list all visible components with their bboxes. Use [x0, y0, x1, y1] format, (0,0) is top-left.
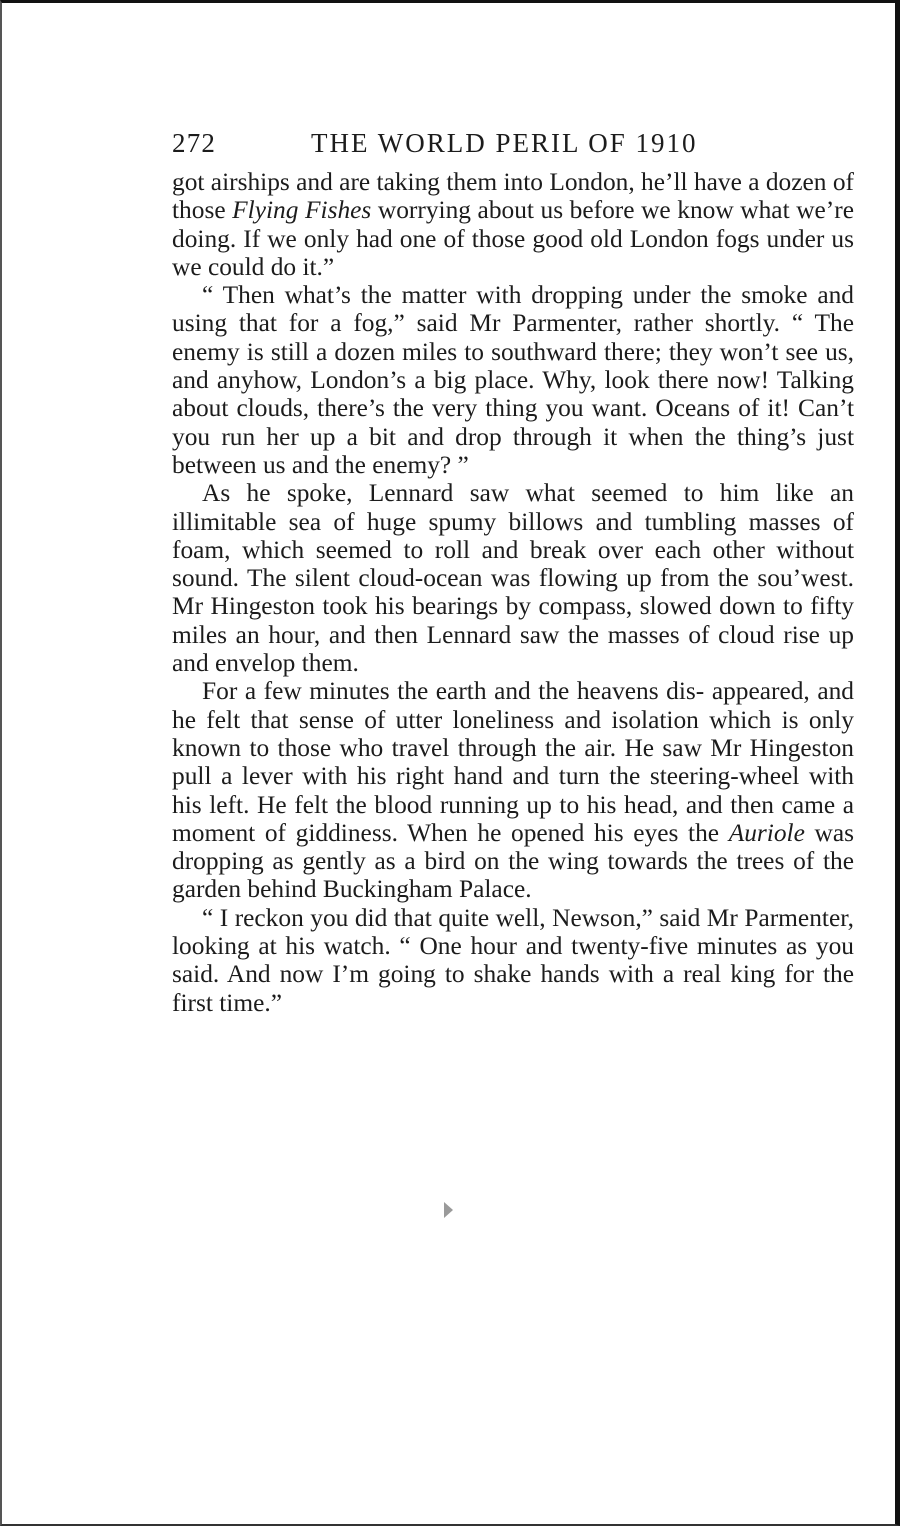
paragraph: As he spoke, Lennard saw what seemed to him like an illimitable sea of huge spumy billows and tumbling masses of foam, which seemed to roll and break over each other without sound. The silent cloud-ocean was flowing up from the sou’west. Mr Hingeston took his bearings by compass, slowed down to fifty miles an hour, and then Lennard saw the masses of cloud rise up and envelop them. [172, 479, 854, 678]
paragraph [172, 677, 854, 903]
running-title: THE WORLD PERIL OF 1910 [311, 128, 698, 158]
body-text [172, 168, 854, 1017]
paragraph-text: worrying about us before we know what we’re doing. If we only had one of those good old London fogs under us we could do it.” [172, 196, 854, 281]
page-number: 272 [172, 128, 217, 158]
paragraph: “ I reckon you did that quite well, Newson,” said Mr Parmenter, looking at his watch. “ One hour and twenty-five minutes as you said. And now I’m going to shake hands with a real king for the first time.” [172, 903, 854, 1017]
paragraph-text: For a few minutes the earth and the heavens dis- appeared, and he felt that sense of utter loneliness and isolation which is only known to those who travel through the air. He saw Mr Hingeston pull a lever with his right hand and turn the steering-wheel with his left. He felt the blood running up to his head, and then came a moment of giddiness. When he opened his eyes the [172, 677, 854, 847]
printer-mark-icon [444, 1202, 453, 1218]
book-page [172, 128, 854, 1017]
italic-title: Flying Fishes [232, 196, 372, 225]
paragraph-text: was dropping as gently as a bird on the wing towards the trees of the garden behind Buckingham Palace. [172, 818, 854, 904]
paragraph: “ Then what’s the matter with dropping under the smoke and using that for a fog,” said Mr Parmenter, rather shortly. “ The enemy is still a dozen miles to southward there; they won’t see us, and anyhow, London’s a big place. Why, look there now! Talking about clouds, there’s the very thing you want. Oceans of it! Can’t you run her up a bit and drop through it when the thing’s just between us and the enemy? ” [172, 281, 854, 479]
paragraph-text: got airships and are taking them into London, he’ll have a dozen of those [172, 168, 854, 225]
running-head [172, 128, 854, 168]
paragraph [172, 168, 854, 281]
italic-ship-name: Auriole [728, 818, 805, 847]
